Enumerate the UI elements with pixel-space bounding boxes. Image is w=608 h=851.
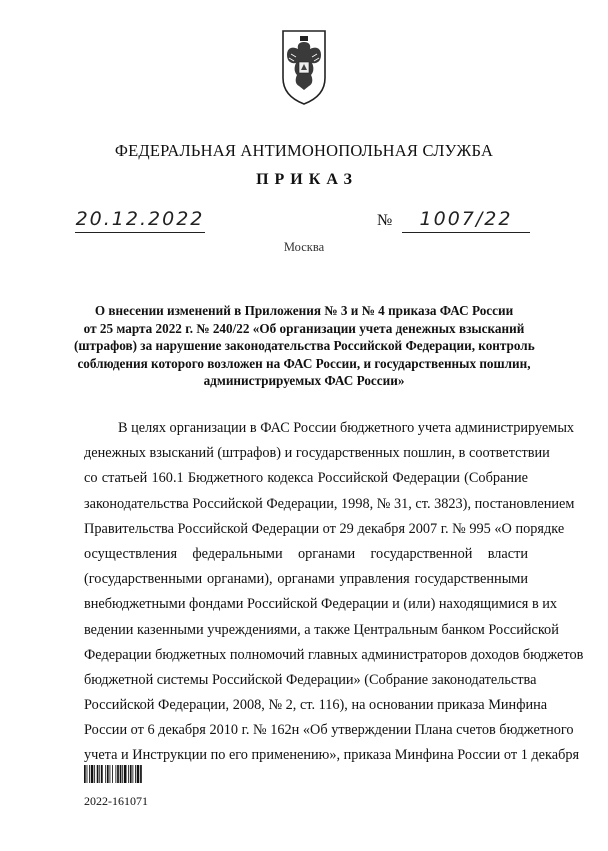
body-line: учета и Инструкции по его применению», приказа Минфина России от 1 декабря (84, 747, 580, 764)
title-line: администрируемых ФАС России» (203, 373, 405, 388)
body-line: Российской Федерации, 2008, № 2, ст. 116), на основании приказа Минфина (84, 697, 548, 714)
body-line: со статьей 160.1 Бюджетного кодекса Российской Федерации (Собрание (84, 470, 528, 487)
body-line: ведении казенными учреждениями, а также Центральным банком Российской (84, 621, 559, 638)
body-paragraph (84, 416, 584, 769)
title-line: О внесении изменений в Приложения № 3 и № 4 приказа ФАС России (94, 303, 514, 318)
body-line: Правительства Российской Федерации от 29 декабря 2007 г. № 995 «О порядке (84, 520, 565, 537)
body-line: денежных взысканий (штрафов) и государственных пошлин, в соответствии (84, 445, 550, 462)
city: Москва (283, 240, 325, 254)
coat-of-arms-emblem-icon (279, 28, 329, 106)
body-line: осуществления федеральными органами государственной власти (84, 545, 528, 562)
barcode-icon (84, 765, 160, 783)
body-line: законодательства Российской Федерации, 1998, № 31, ст. 3823), постановлением (84, 495, 575, 512)
title-line: (штрафов) за нарушение законодательства Российской Федерации, контроль (74, 338, 535, 353)
body-line: России от 6 декабря 2010 г. № 162н «Об утверждении Плана счетов бюджетного (84, 722, 574, 739)
body-line: бюджетной системы Российской Федерации» (Собрание законодательства (84, 671, 537, 688)
order-date: 20.12.2022 (75, 206, 205, 233)
body-line: В целях организации в ФАС России бюджетного учета администрируемых (118, 420, 575, 436)
body-line: (государственными органами), органами управления государственными (84, 571, 528, 588)
title-line: соблюдения которого возложен на ФАС России, и государственных пошлин, (77, 355, 531, 371)
title-line: от 25 марта 2022 г. № 240/22 «Об организации учета денежных взысканий (83, 320, 525, 336)
body-line: Федерации бюджетных полномочий главных администраторов доходов бюджетов (84, 646, 584, 663)
order-title (74, 302, 534, 390)
document-type: ПРИКАЗ (256, 171, 358, 188)
document-code: 2022-161071 (84, 794, 148, 808)
number-sign: № (377, 212, 393, 229)
body-line: внебюджетными фондами Российской Федерации и (или) находящимися в их (84, 596, 558, 613)
order-number: 1007/22 (402, 206, 530, 233)
agency-name: ФЕДЕРАЛЬНАЯ АНТИМОНОПОЛЬНАЯ СЛУЖБА (114, 141, 494, 160)
